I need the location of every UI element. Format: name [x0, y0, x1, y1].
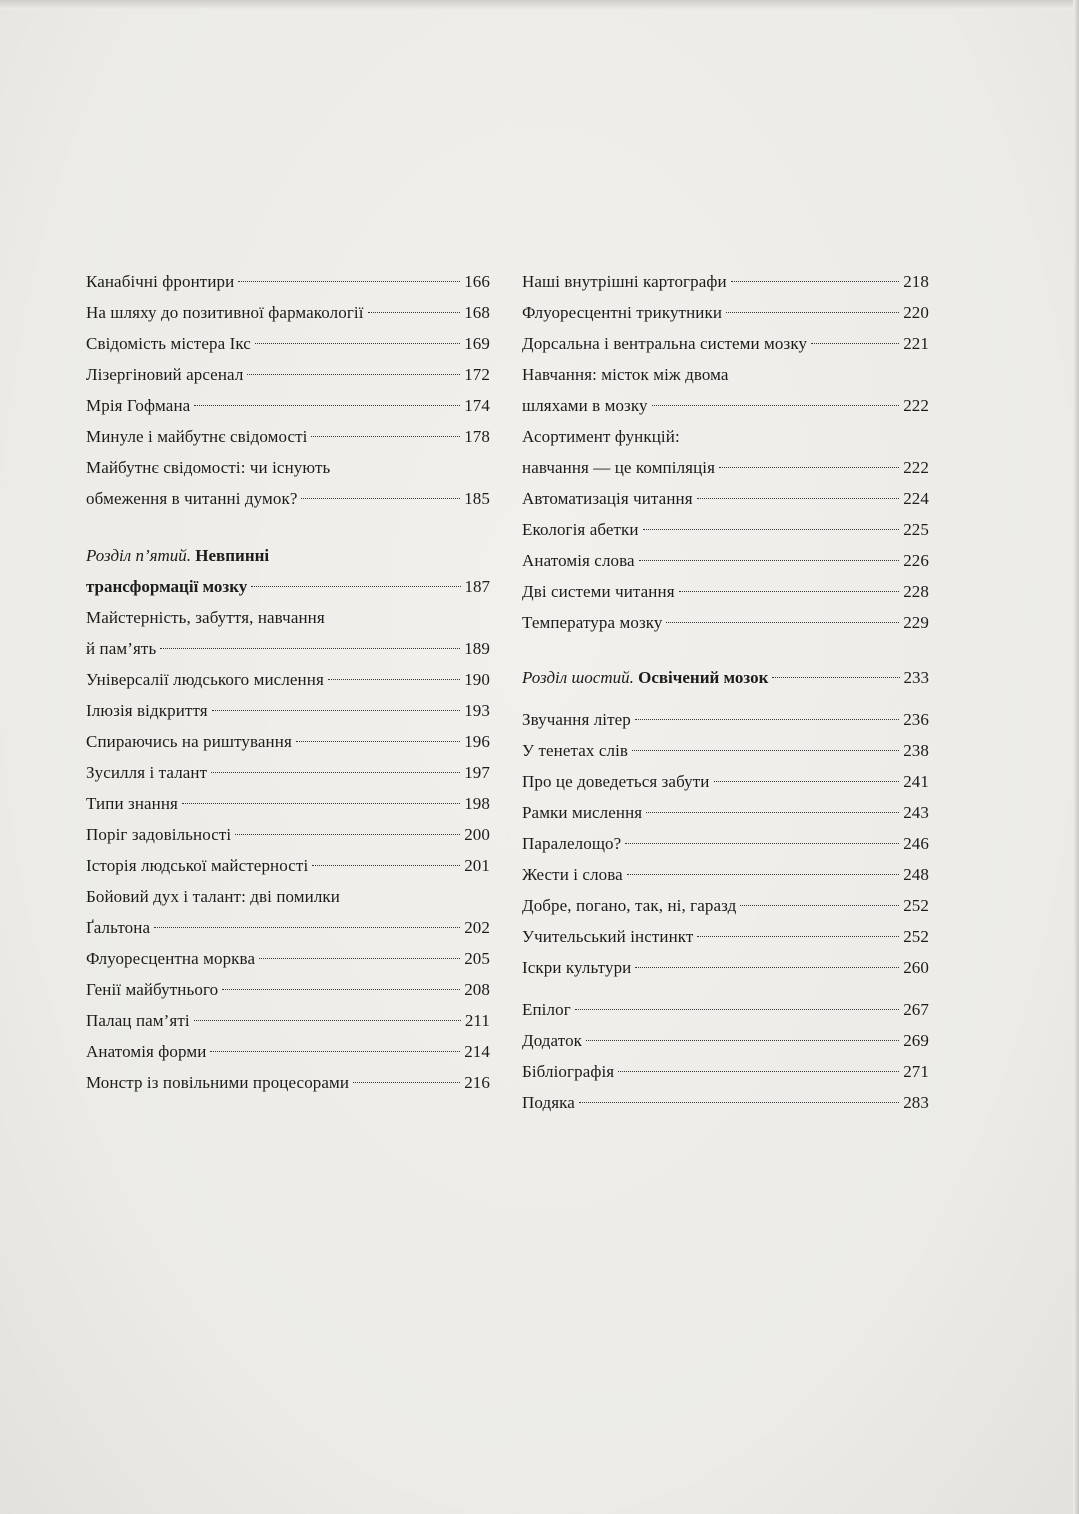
toc-entry[interactable] [86, 974, 490, 1005]
toc-entry[interactable] [522, 1025, 929, 1056]
toc-entry[interactable] [522, 828, 929, 859]
toc-entry-page: 236 [903, 710, 929, 729]
toc-entry-title: Іскри культури [522, 958, 632, 977]
toc-entry-page: 224 [903, 489, 929, 508]
dot-leader [211, 772, 460, 773]
toc-entry-page: 205 [464, 949, 490, 968]
dot-leader [714, 781, 900, 782]
dot-leader [811, 343, 899, 344]
dot-leader [194, 1020, 461, 1021]
chapter-heading-5[interactable] [86, 540, 490, 602]
toc-entry-title: Універсалії людського мислення [86, 670, 324, 689]
dot-leader [296, 741, 460, 742]
dot-leader [652, 405, 900, 406]
toc-entry-title: Звучання літер [522, 710, 631, 729]
dot-leader [731, 281, 899, 282]
toc-entry-page: 267 [903, 1000, 929, 1019]
toc-entry[interactable] [522, 766, 929, 797]
toc-entry-title-line: й пам’ять [86, 639, 157, 658]
toc-entry-title: Подяка [522, 1093, 575, 1112]
toc-entry-page: 238 [903, 741, 929, 760]
toc-entry-page: 189 [464, 639, 490, 658]
dot-leader [740, 905, 899, 906]
chapter-title: Невпинні [195, 546, 270, 565]
toc-entry-page: 243 [903, 803, 929, 822]
toc-entry-page: 208 [464, 980, 490, 999]
toc-entry[interactable] [522, 545, 929, 576]
dot-leader [235, 834, 460, 835]
dot-leader [697, 498, 900, 499]
toc-entry-page: 201 [464, 856, 490, 875]
toc-entry[interactable] [86, 695, 490, 726]
toc-entry-title-line: Ґальтона [86, 918, 151, 937]
toc-entry-title: Зусилля і талант [86, 763, 208, 782]
toc-entry-page: 197 [464, 763, 490, 782]
toc-entry-title: Лізергіновий арсенал [86, 365, 244, 384]
toc-entry-title: Типи знання [86, 794, 178, 813]
toc-entry-title: Додаток [522, 1031, 583, 1050]
toc-entry-page: 252 [903, 927, 929, 946]
dot-leader [639, 560, 899, 561]
toc-entry-page: 168 [464, 303, 490, 322]
dot-leader [719, 467, 899, 468]
toc-entry-title: Монстр із повільними процесорами [86, 1073, 350, 1092]
toc-entry-page: 283 [903, 1093, 929, 1112]
toc-entry[interactable] [86, 297, 490, 328]
dot-leader [222, 989, 460, 990]
toc-entry[interactable] [86, 1036, 490, 1067]
toc-entry-title: Минуле і майбутнє свідомості [86, 427, 308, 446]
toc-entry[interactable] [86, 943, 490, 974]
toc-entry-page: 178 [464, 427, 490, 446]
page-top-edge [0, 0, 1079, 10]
dot-leader [635, 967, 899, 968]
toc-entry-page: 187 [464, 577, 490, 596]
toc-entry-page: 252 [903, 896, 929, 915]
toc-entry[interactable] [86, 757, 490, 788]
toc-entry[interactable] [522, 735, 929, 766]
toc-entry-title-line: шляхами в мозку [522, 396, 648, 415]
toc-entry-title-line: навчання — це компіляція [522, 458, 716, 477]
toc-entry-page: 169 [464, 334, 490, 353]
dot-leader [627, 874, 899, 875]
toc-group [522, 266, 929, 359]
toc-entry-page: 172 [464, 365, 490, 384]
toc-entry-title: Про це доведеться забути [522, 772, 710, 791]
toc-entry-title: Флуоресцентні трикутники [522, 303, 723, 322]
toc-entry-title: Температура мозку [522, 613, 663, 632]
dot-leader [632, 750, 899, 751]
toc-entry-title-line: Асортимент функцій: [522, 427, 680, 446]
toc-entry[interactable] [522, 1056, 929, 1087]
toc-entry-title: Автоматизація читання [522, 489, 693, 508]
toc-entry-page: 226 [903, 551, 929, 570]
page-right-edge [1073, 0, 1079, 1514]
toc-group [522, 483, 929, 638]
toc-entry-title: Паралелощо? [522, 834, 622, 853]
toc-entry[interactable] [522, 1087, 929, 1118]
toc-entry[interactable] [86, 850, 490, 881]
toc-entry-page: 214 [464, 1042, 490, 1061]
toc-entry-page: 225 [903, 520, 929, 539]
toc-entry[interactable] [522, 921, 929, 952]
dot-leader [210, 1051, 460, 1052]
toc-entry-page: 241 [903, 772, 929, 791]
toc-entry-title: Спираючись на риштування [86, 732, 292, 751]
toc-entry[interactable] [86, 390, 490, 421]
toc-entry-title: Флуоресцентна морква [86, 949, 256, 968]
dot-leader [697, 936, 899, 937]
toc-entry-title: Наші внутрішні картографи [522, 272, 727, 291]
dot-leader [586, 1040, 899, 1041]
toc-entry-title: Рамки мислення [522, 803, 643, 822]
dot-leader [259, 958, 460, 959]
toc-entry-page: 222 [903, 458, 929, 477]
dot-leader [635, 719, 899, 720]
toc-group [86, 943, 490, 1098]
toc-entry-title-line: обмеження в читанні думок? [86, 489, 298, 508]
dot-leader [726, 312, 899, 313]
toc-entry-multiline[interactable] [522, 359, 929, 421]
toc-entry-page: 216 [464, 1073, 490, 1092]
dot-leader [251, 586, 460, 587]
dot-leader [679, 591, 900, 592]
toc-entry[interactable] [86, 328, 490, 359]
toc-entry-page: 200 [464, 825, 490, 844]
toc-entry[interactable] [86, 726, 490, 757]
dot-leader [643, 529, 900, 530]
toc-entry-title-line: Майбутнє свідомості: чи існують [86, 458, 331, 477]
toc-entry-title: Ілюзія відкриття [86, 701, 208, 720]
chapter-title: Освічений мозок [638, 668, 769, 687]
toc-entry-page: 222 [903, 396, 929, 415]
toc-entry[interactable] [522, 328, 929, 359]
toc-entry-page: 220 [903, 303, 929, 322]
toc-entry-page: 260 [903, 958, 929, 977]
toc-entry-page: 246 [903, 834, 929, 853]
toc-entry[interactable] [522, 704, 929, 735]
dot-leader [255, 343, 460, 344]
toc-entry-page: 229 [903, 613, 929, 632]
toc-entry[interactable] [522, 483, 929, 514]
toc-entry-page: 202 [464, 918, 490, 937]
toc-entry[interactable] [86, 788, 490, 819]
dot-leader [618, 1071, 899, 1072]
dot-leader [301, 498, 460, 499]
dot-leader [311, 436, 460, 437]
dot-leader [160, 648, 460, 649]
dot-leader [328, 679, 460, 680]
toc-group [86, 266, 490, 452]
toc-entry-title: Палац пам’яті [86, 1011, 190, 1030]
toc-entry-multiline[interactable] [86, 881, 490, 943]
toc-entry-page: 198 [464, 794, 490, 813]
toc-entry[interactable] [522, 994, 929, 1025]
dot-leader [772, 677, 899, 678]
dot-leader [646, 812, 899, 813]
toc-entry-title-line: Бойовий дух і талант: дві помилки [86, 887, 340, 906]
toc-entry-title: Учительський інстинкт [522, 927, 694, 946]
toc-entry[interactable] [522, 514, 929, 545]
toc-entry-page: 174 [464, 396, 490, 415]
toc-right-column [522, 266, 929, 1118]
toc-entry-title: Анатомія форми [86, 1042, 207, 1061]
toc-entry-page: 271 [903, 1062, 929, 1081]
toc-entry-title: Свідомість містера Ікс [86, 334, 251, 353]
dot-leader [312, 865, 460, 866]
toc-entry-multiline[interactable] [86, 602, 490, 664]
toc-entry-title: Генії майбутнього [86, 980, 219, 999]
toc-entry-page: 221 [903, 334, 929, 353]
toc-entry[interactable] [86, 359, 490, 390]
toc-entry-multiline[interactable] [86, 452, 490, 514]
toc-entry-title-line: Майстерність, забуття, навчання [86, 608, 325, 627]
toc-entry-page: 193 [464, 701, 490, 720]
toc-entry[interactable] [86, 664, 490, 695]
chapter-title: трансформації мозку [86, 577, 248, 596]
toc-entry-page: 185 [464, 489, 490, 508]
toc-entry[interactable] [522, 952, 929, 983]
toc-entry-page: 211 [464, 1011, 490, 1030]
chapter-label: Розділ п’ятий. [86, 546, 192, 565]
toc-entry-page: 248 [903, 865, 929, 884]
toc-entry-title: Жести і слова [522, 865, 623, 884]
toc-entry[interactable] [522, 576, 929, 607]
toc-entry-title: Дорсальна і вентральна системи мозку [522, 334, 808, 353]
toc-entry-page: 233 [903, 668, 929, 687]
toc-entry[interactable] [522, 266, 929, 297]
toc-entry-multiline[interactable] [522, 421, 929, 483]
toc-entry-page: 166 [464, 272, 490, 291]
dot-leader [194, 405, 460, 406]
toc-entry-title: Дві системи читання [522, 582, 675, 601]
dot-leader [579, 1102, 899, 1103]
toc-entry-title: Канабічні фронтири [86, 272, 235, 291]
chapter-heading-6[interactable] [522, 662, 929, 693]
toc-entry-title: На шляху до позитивної фармакології [86, 303, 364, 322]
toc-entry[interactable] [522, 890, 929, 921]
toc-entry-title: Анатомія слова [522, 551, 635, 570]
dot-leader [238, 281, 460, 282]
dot-leader [575, 1009, 899, 1010]
toc-entry[interactable] [86, 1005, 490, 1036]
toc-entry[interactable] [522, 797, 929, 828]
toc-entry-page: 218 [903, 272, 929, 291]
toc-group [522, 704, 929, 983]
dot-leader [666, 622, 899, 623]
toc-entry[interactable] [86, 1067, 490, 1098]
toc-entry-title: Бібліографія [522, 1062, 615, 1081]
chapter-label: Розділ шостий. [522, 668, 634, 687]
toc-entry[interactable] [86, 819, 490, 850]
toc-entry-title: Екологія абетки [522, 520, 639, 539]
toc-entry-title: Історія людської майстерності [86, 856, 309, 875]
toc-entry-title: Добре, погано, так, ні, гаразд [522, 896, 737, 915]
toc-entry-page: 269 [903, 1031, 929, 1050]
toc-entry[interactable] [522, 607, 929, 638]
toc-entry-title: Поріг задовільності [86, 825, 232, 844]
toc-entry[interactable] [522, 297, 929, 328]
dot-leader [212, 710, 461, 711]
dot-leader [154, 927, 460, 928]
toc-group [86, 664, 490, 881]
toc-entry-page: 190 [464, 670, 490, 689]
toc-entry[interactable] [86, 421, 490, 452]
toc-entry-title: У тенетах слів [522, 741, 629, 760]
toc-entry-title: Мрія Гофмана [86, 396, 191, 415]
toc-entry-page: 228 [903, 582, 929, 601]
toc-entry-page: 196 [464, 732, 490, 751]
toc-entry[interactable] [522, 859, 929, 890]
dot-leader [182, 803, 460, 804]
dot-leader [625, 843, 899, 844]
toc-left-column [86, 266, 490, 1098]
dot-leader [368, 312, 461, 313]
toc-entry-title: Епілог [522, 1000, 571, 1019]
dot-leader [247, 374, 460, 375]
toc-entry-title-line: Навчання: місток між двома [522, 365, 729, 384]
toc-group [522, 994, 929, 1118]
dot-leader [353, 1082, 460, 1083]
toc-entry[interactable] [86, 266, 490, 297]
